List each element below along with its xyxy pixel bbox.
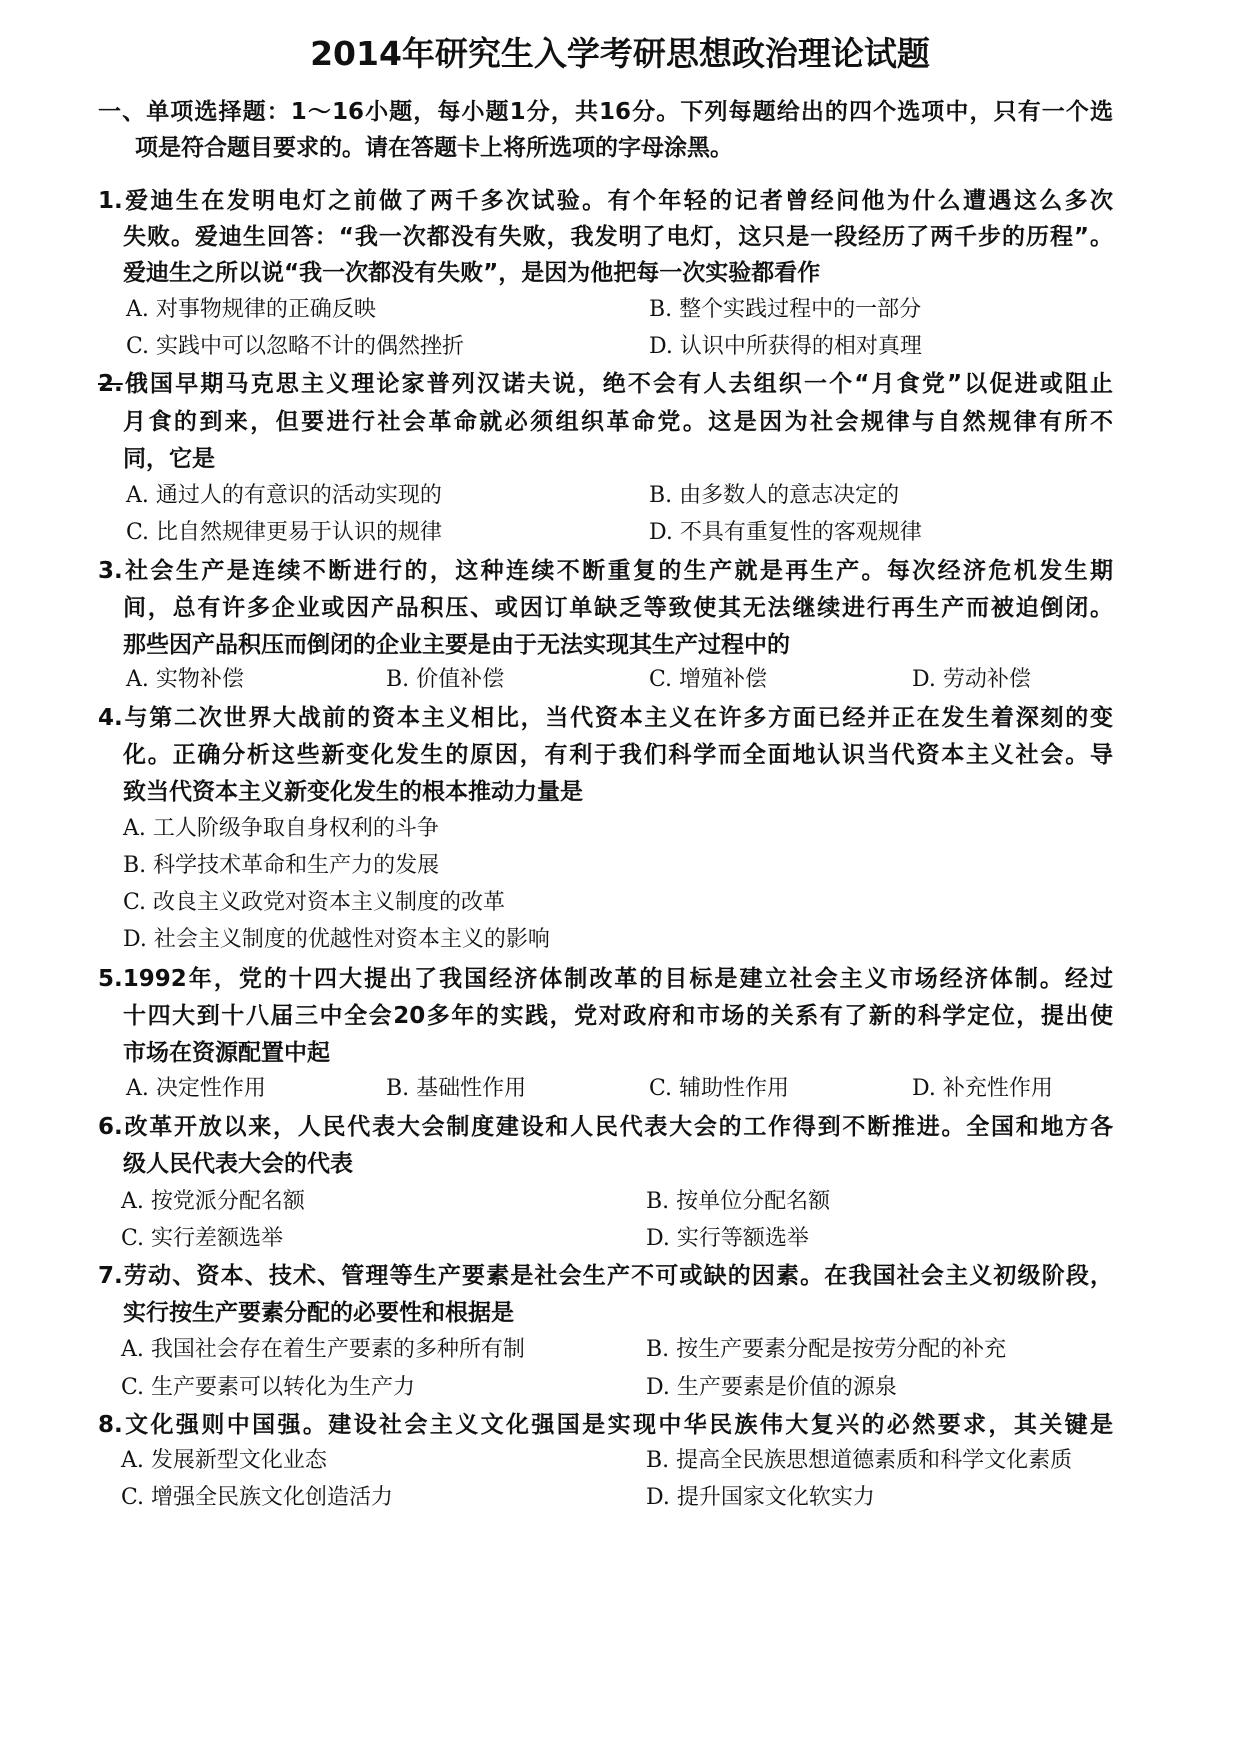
option-b: B. 基础性作用 bbox=[386, 1076, 527, 1101]
option-c: C. 增强全民族文化创造活力 bbox=[121, 1485, 394, 1510]
option-a: A. 发展新型文化业态 bbox=[121, 1448, 327, 1473]
option-c: C. 生产要素可以转化为生产力 bbox=[121, 1375, 416, 1400]
question-7-stem: 实行按生产要素分配的必要性和根据是 bbox=[123, 1300, 514, 1326]
question-3-stem: 间，总有许多企业或因产品积压、或因订单缺乏等致使其无法继续进行再生产而被迫倒闭。 bbox=[123, 595, 1113, 621]
question-4-stem: 4.与第二次世界大战前的资本主义相比，当代资本主义在许多方面已经并正在发生着深刻的变 bbox=[98, 705, 1113, 731]
option-b: B. 科学技术革命和生产力的发展 bbox=[123, 853, 440, 878]
option-d: D. 提升国家文化软实力 bbox=[646, 1485, 875, 1510]
option-a: A. 通过人的有意识的活动实现的 bbox=[126, 483, 442, 508]
option-c: C. 实行差额选举 bbox=[121, 1226, 284, 1251]
question-7-stem: 7.劳动、资本、技术、管理等生产要素是社会生产不可或缺的因素。在我国社会主义初级阶段， bbox=[98, 1263, 1113, 1289]
question-1-stem: 失败。爱迪生回答：“我一次都没有失败，我发明了电灯，这只是一段经历了两千步的历程”。 bbox=[123, 224, 1113, 250]
option-a: A. 实物补偿 bbox=[126, 667, 244, 692]
question-6-stem: 级人民代表大会的代表 bbox=[123, 1151, 353, 1177]
exam-title: 2014年研究生入学考研思想政治理论试题 bbox=[310, 34, 930, 73]
question-5-stem: 5.1992年，党的十四大提出了我国经济体制改革的目标是建立社会主义市场经济体制。经过 bbox=[98, 966, 1113, 992]
option-b: B. 按生产要素分配是按劳分配的补充 bbox=[646, 1337, 1007, 1362]
question-5-stem: 市场在资源配置中起 bbox=[123, 1040, 330, 1066]
question-1-stem: 1.爱迪生在发明电灯之前做了两千多次试验。有个年轻的记者曾经问他为什么遭遇这么多次 bbox=[98, 188, 1113, 214]
option-c: C. 辅助性作用 bbox=[649, 1076, 790, 1101]
question-3-stem: 那些因产品积压而倒闭的企业主要是由于无法实现其生产过程中的 bbox=[123, 632, 790, 658]
option-b: B. 按单位分配名额 bbox=[646, 1189, 831, 1214]
option-d: D. 补充性作用 bbox=[912, 1076, 1053, 1101]
option-b: B. 整个实践过程中的一部分 bbox=[649, 297, 922, 322]
question-number: 7. bbox=[98, 1263, 123, 1289]
question-number: 6. bbox=[98, 1114, 123, 1140]
question-number: 2. bbox=[98, 371, 123, 397]
question-8-stem: 8.文化强则中国强。建设社会主义文化强国是实现中华民族伟大复兴的必然要求，其关键是 bbox=[98, 1412, 1113, 1438]
option-a: A. 对事物规律的正确反映 bbox=[126, 297, 376, 322]
option-d: D. 社会主义制度的优越性对资本主义的影响 bbox=[123, 927, 550, 952]
option-c: C. 增殖补偿 bbox=[649, 667, 768, 692]
option-a: A. 按党派分配名额 bbox=[121, 1189, 305, 1214]
question-4-stem: 化。正确分析这些新变化发生的原因，有利于我们科学而全面地认识当代资本主义社会。导 bbox=[123, 742, 1113, 768]
question-2-stem: 同，它是 bbox=[123, 446, 215, 472]
question-1-stem: 爱迪生之所以说“我一次都没有失败”，是因为他把每一次实验都看作 bbox=[123, 260, 821, 286]
option-c: C. 比自然规律更易于认识的规律 bbox=[126, 520, 443, 545]
option-c: C. 改良主义政党对资本主义制度的改革 bbox=[123, 890, 506, 915]
question-3-stem: 3.社会生产是连续不断进行的，这种连续不断重复的生产就是再生产。每次经济危机发生期 bbox=[98, 558, 1113, 584]
option-b: B. 价值补偿 bbox=[386, 667, 505, 692]
question-6-stem: 6.改革开放以来，人民代表大会制度建设和人民代表大会的工作得到不断推进。全国和地方各 bbox=[98, 1114, 1113, 1140]
question-number: 8. bbox=[98, 1412, 123, 1438]
section-instructions-line: 一、单项选择题：1～16小题，每小题1分，共16分。下列每题给出的四个选项中，只有一个选 bbox=[98, 99, 1113, 125]
option-c: C. 实践中可以忽略不计的偶然挫折 bbox=[126, 334, 465, 359]
question-number: 5. bbox=[98, 966, 123, 992]
question-number: 1. bbox=[98, 188, 123, 214]
question-2-stem: 2.俄国早期马克思主义理论家普列汉诺夫说，绝不会有人去组织一个“月食党”以促进或阻止 bbox=[98, 371, 1113, 397]
option-b: B. 提高全民族思想道德素质和科学文化素质 bbox=[646, 1448, 1073, 1473]
section-instructions-line: 项是符合题目要求的。请在答题卡上将所选项的字母涂黑。 bbox=[135, 135, 733, 161]
question-4-stem: 致当代资本主义新变化发生的根本推动力量是 bbox=[123, 779, 583, 805]
option-d: D. 实行等额选举 bbox=[646, 1226, 809, 1251]
question-number: 3. bbox=[98, 558, 123, 584]
question-2-stem: 月食的到来，但要进行社会革命就必须组织革命党。这是因为社会规律与自然规律有所不 bbox=[123, 409, 1113, 435]
option-d: D. 认识中所获得的相对真理 bbox=[649, 334, 922, 359]
option-d: D. 生产要素是价值的源泉 bbox=[646, 1375, 897, 1400]
option-a: A. 决定性作用 bbox=[126, 1076, 266, 1101]
question-number: 4. bbox=[98, 705, 123, 731]
option-a: A. 工人阶级争取自身权利的斗争 bbox=[123, 816, 439, 841]
option-d: D. 不具有重复性的客观规律 bbox=[649, 520, 922, 545]
option-a: A. 我国社会存在着生产要素的多种所有制 bbox=[121, 1337, 525, 1362]
option-d: D. 劳动补偿 bbox=[912, 667, 1031, 692]
option-b: B. 由多数人的意志决定的 bbox=[649, 483, 900, 508]
question-5-stem: 十四大到十八届三中全会20多年的实践，党对政府和市场的关系有了新的科学定位，提出使 bbox=[123, 1003, 1113, 1029]
